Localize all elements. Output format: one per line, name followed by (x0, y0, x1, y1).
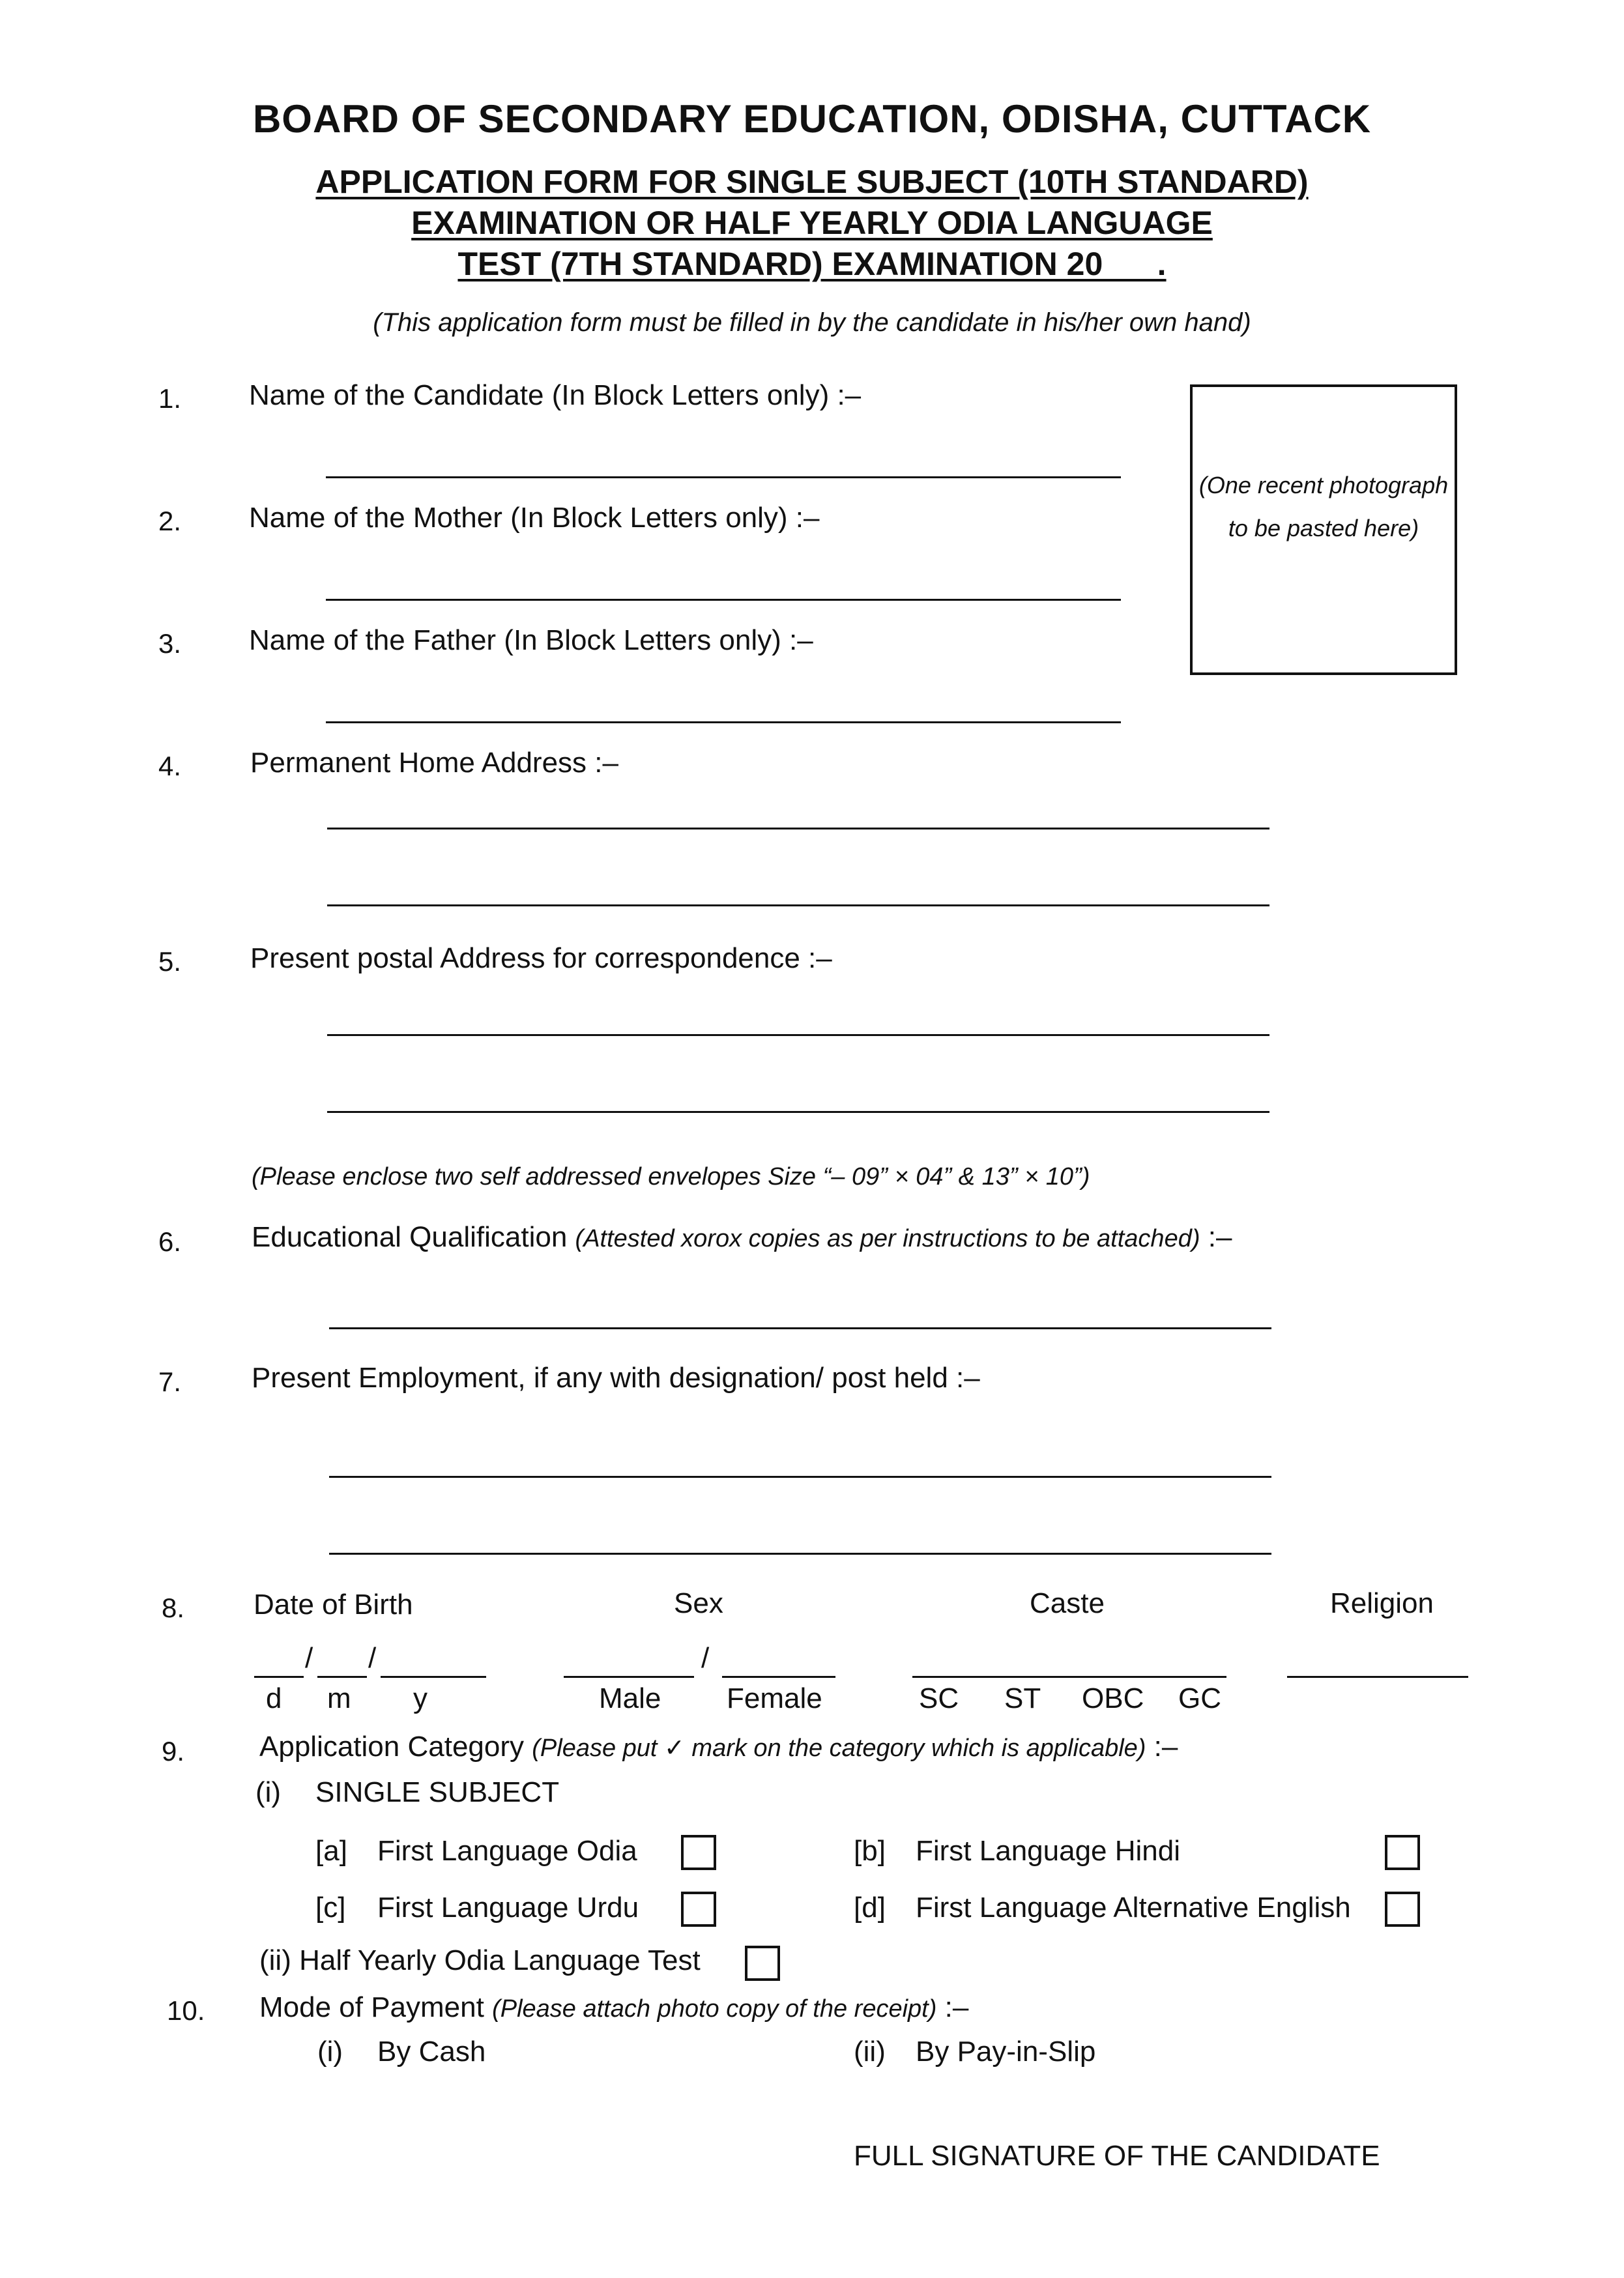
option-a-label: First Language Odia (377, 1835, 637, 1867)
application-category-label (259, 1731, 1178, 1763)
dob-label: Date of Birth (254, 1589, 413, 1621)
form-title-line1: APPLICATION FORM FOR SINGLE SUBJECT (10TH STANDARD) (315, 164, 1309, 200)
item-number-1: 1. (158, 383, 182, 414)
envelope-note: (Please enclose two self addressed envelopes Size “– 09” × 04” & 13” × 10”) (252, 1163, 1090, 1190)
dob-year-line[interactable] (381, 1676, 486, 1678)
sex-label: Sex (674, 1587, 723, 1619)
option-b-tag: [b] (854, 1835, 886, 1867)
signature-label: FULL SIGNATURE OF THE CANDIDATE (854, 2140, 1380, 2172)
option-c-checkbox[interactable] (681, 1892, 716, 1927)
option-a-checkbox[interactable] (681, 1835, 716, 1870)
postal-address-line-1[interactable] (327, 1034, 1269, 1036)
item-number-6: 6. (158, 1226, 182, 1257)
caste-st-label: ST (1004, 1682, 1041, 1714)
payment-mode-label (259, 1991, 968, 2024)
option-d-checkbox[interactable] (1385, 1892, 1420, 1927)
single-subject-number: (i) (255, 1776, 282, 1808)
half-yearly-odia-checkbox[interactable] (745, 1946, 780, 1981)
education-suffix: :– (1200, 1221, 1232, 1253)
father-name-label: Name of the Father (In Block Letters only) :– (249, 624, 813, 656)
option-c-label: First Language Urdu (377, 1892, 639, 1924)
candidate-name-line[interactable] (326, 476, 1121, 478)
permanent-address-line-2[interactable] (327, 904, 1269, 906)
payment-slip-number: (ii) (854, 2036, 886, 2068)
option-d-tag: [d] (854, 1892, 886, 1924)
application-category-note: (Please put ✓ mark on the category which is applicable) (532, 1735, 1146, 1762)
education-note: (Attested xorox copies as per instructions to be attached) (575, 1225, 1200, 1252)
option-d-label: First Language Alternative English (916, 1892, 1351, 1924)
education-label (252, 1221, 1232, 1254)
mother-name-line[interactable] (326, 599, 1121, 601)
payment-slip-label: By Pay-in-Slip (916, 2036, 1096, 2068)
mother-name-label: Name of the Mother (In Block Letters only) :– (249, 502, 820, 534)
sex-female-line[interactable] (722, 1676, 835, 1678)
payment-mode-note: (Please attach photo copy of the receipt) (492, 1995, 937, 2023)
permanent-address-line-1[interactable] (327, 828, 1269, 829)
payment-cash-number: (i) (317, 2036, 343, 2068)
option-c-tag: [c] (315, 1892, 346, 1924)
item-number-5: 5. (158, 946, 182, 977)
education-line[interactable] (329, 1327, 1271, 1329)
dob-separator-1: / (305, 1642, 313, 1674)
form-title-line3: TEST (7TH STANDARD) EXAMINATION 20 . (457, 246, 1167, 282)
item-number-2: 2. (158, 506, 182, 536)
photo-instruction-line1: (One recent photograph (1198, 472, 1449, 498)
single-subject-label: SINGLE SUBJECT (315, 1776, 560, 1808)
dob-m-label: m (327, 1682, 351, 1714)
item-number-9: 9. (162, 1736, 185, 1766)
caste-sc-label: SC (919, 1682, 959, 1714)
postal-address-label: Present postal Address for correspondence :– (250, 942, 832, 974)
female-label: Female (727, 1682, 822, 1714)
option-a-tag: [a] (315, 1835, 347, 1867)
dob-separator-2: / (368, 1642, 377, 1674)
dob-d-label: d (266, 1682, 282, 1714)
dob-month-line[interactable] (317, 1676, 367, 1678)
candidate-name-label: Name of the Candidate (In Block Letters only) :– (249, 379, 862, 411)
dob-day-line[interactable] (254, 1676, 304, 1678)
religion-label: Religion (1330, 1587, 1434, 1619)
caste-gc-label: GC (1178, 1682, 1221, 1714)
payment-mode-suffix: :– (936, 1991, 969, 2023)
payment-mode-text: Mode of Payment (259, 1991, 484, 2023)
permanent-address-label: Permanent Home Address :– (250, 747, 618, 779)
item-number-10: 10. (167, 1995, 205, 2026)
payment-cash-label: By Cash (377, 2036, 486, 2068)
sex-male-line[interactable] (564, 1676, 694, 1678)
item-number-7: 7. (158, 1366, 182, 1397)
form-title-line2: EXAMINATION OR HALF YEARLY ODIA LANGUAGE (411, 205, 1213, 241)
application-category-suffix: :– (1146, 1731, 1178, 1763)
half-yearly-odia-label: (ii) Half Yearly Odia Language Test (259, 1944, 701, 1976)
education-label-text: Educational Qualification (252, 1221, 568, 1253)
religion-line[interactable] (1287, 1676, 1468, 1678)
sex-separator: / (701, 1642, 710, 1674)
option-b-checkbox[interactable] (1385, 1835, 1420, 1870)
employment-line-1[interactable] (329, 1476, 1271, 1478)
application-category-text: Application Category (259, 1731, 525, 1763)
caste-obc-label: OBC (1082, 1682, 1144, 1714)
photograph-box[interactable] (1190, 384, 1457, 675)
caste-line[interactable] (912, 1676, 1226, 1678)
item-number-8: 8. (162, 1593, 185, 1623)
photo-instruction-line2: to be pasted here) (1228, 515, 1419, 541)
form-instruction: (This application form must be filled in by the candidate in his/her own hand) (373, 308, 1251, 337)
item-number-3: 3. (158, 628, 182, 659)
male-label: Male (599, 1682, 661, 1714)
caste-label: Caste (1030, 1587, 1105, 1619)
dob-y-label: y (413, 1682, 428, 1714)
employment-label: Present Employment, if any with designation/ post held :– (252, 1362, 980, 1394)
father-name-line[interactable] (326, 721, 1121, 723)
postal-address-line-2[interactable] (327, 1111, 1269, 1113)
employment-line-2[interactable] (329, 1553, 1271, 1555)
item-number-4: 4. (158, 751, 182, 781)
board-title: BOARD OF SECONDARY EDUCATION, ODISHA, CUTTACK (252, 97, 1372, 141)
option-b-label: First Language Hindi (916, 1835, 1181, 1867)
